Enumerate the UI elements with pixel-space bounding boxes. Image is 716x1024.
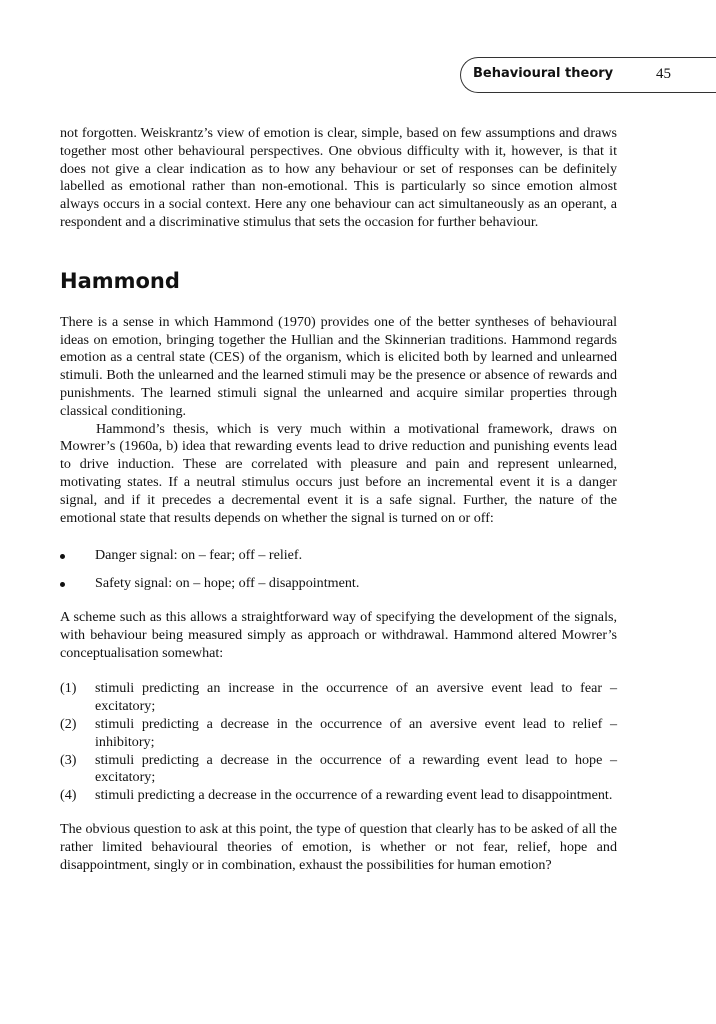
page-number: 45: [656, 66, 671, 82]
paragraph-1: There is a sense in which Hammond (1970) provides one of the better syntheses of behavioural ideas on emotion, bringing together the Hullian and the Skinnerian traditions. Hammond regards emotion as a central state (CES) of the organism, which is elicited both by learned and unlearned stimuli. Both the unlearned and the learned stimuli may be the presence or absence of rewards and punishments. The learned stimuli signal the unlearned and acquire similar properties through classical conditioning.: [60, 313, 617, 419]
bullet-item: [60, 547, 617, 565]
bullet-item: [60, 575, 617, 593]
numbered-item: [60, 680, 617, 716]
numbered-list: [60, 680, 617, 805]
intro-paragraph: not forgotten. Weiskrantz’s view of emotion is clear, simple, based on few assumptions and draws together most other behavioural perspectives. One obvious difficulty with it, however, is that it does not give a clear indication as to how any behaviour or set of responses can be definitely labelled as emotional rather than non-emotional. This is particularly so since emotion almost always occurs in a social context. Here any one behaviour can act simultaneously as an operant, a respondent and a discriminative stimulus that sets the occasion for further behaviour.: [60, 125, 617, 230]
bullet-icon: [60, 582, 65, 587]
numbered-item: [60, 716, 617, 752]
page-body: [60, 125, 617, 874]
paragraph-2: Hammond’s thesis, which is very much within a motivational framework, draws on Mowrer’s (1960a, b) idea that rewarding events lead to drive reduction and punishing events lead to drive induction. These are correlated with pleasure and pain and represent unlearned, motivating states. If a neutral stimulus occurs just before an incremental event it is a danger signal, and if it precedes a decremental event it is a safe signal. Further, the nature of the emotional state that results depends on whether the signal is turned on or off:: [60, 420, 617, 526]
paragraph-3: A scheme such as this allows a straightforward way of specifying the development of the signals, with behaviour being measured simply as approach or withdrawal. Hammond altered Mowrer’s conceptualisation somewhat:: [60, 608, 617, 661]
item-text: stimuli predicting a decrease in the occurrence of a rewarding event lead to hope – excitatory;: [95, 751, 617, 786]
running-header-title: Behavioural theory: [473, 66, 614, 81]
item-number: (1): [60, 680, 77, 697]
item-text: stimuli predicting a decrease in the occurrence of a rewarding event lead to disappointment.: [95, 787, 613, 804]
numbered-item: [60, 752, 617, 788]
item-text: stimuli predicting a decrease in the occurrence of an aversive event lead to relief – inhibitory;: [95, 715, 617, 750]
item-number: (2): [60, 715, 77, 732]
paragraph-4: The obvious question to ask at this point, the type of question that clearly has to be asked of all the rather limited behavioural theories of emotion, is whether or not fear, relief, hope and disappointment, singly or in combination, exhaust the possibilities for human emotion?: [60, 820, 617, 873]
bullet-text: Danger signal: on – fear; off – relief.: [95, 547, 303, 564]
item-number: (4): [60, 787, 77, 804]
signal-bullet-list: [60, 547, 617, 593]
item-number: (3): [60, 751, 77, 768]
bullet-text: Safety signal: on – hope; off – disappointment.: [95, 575, 360, 592]
section-heading: Hammond: [60, 268, 180, 293]
item-text: stimuli predicting an increase in the occurrence of an aversive event lead to fear – excitatory;: [95, 680, 617, 715]
bullet-icon: [60, 554, 65, 559]
numbered-item: [60, 787, 617, 805]
